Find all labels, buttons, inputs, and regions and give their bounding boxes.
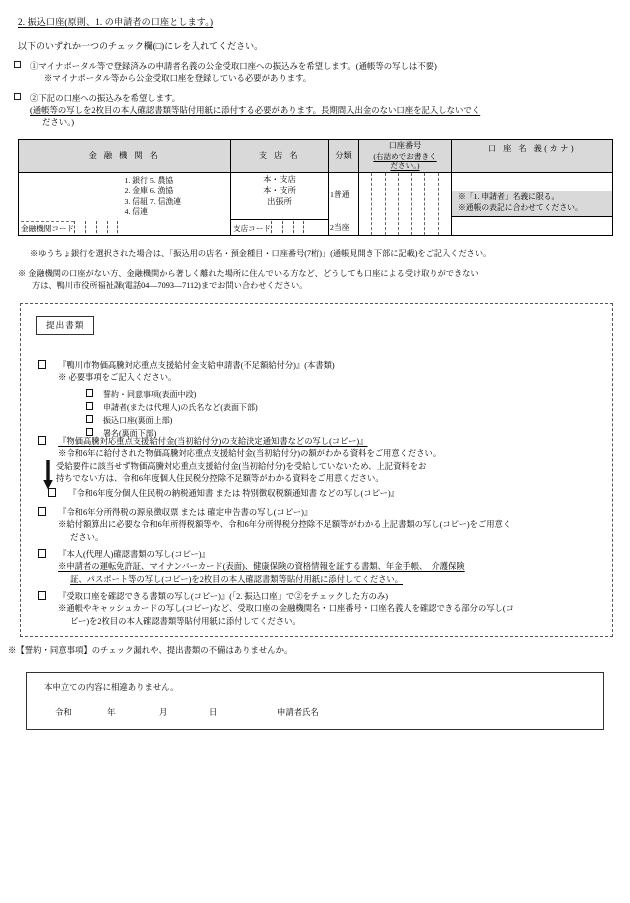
account-digit[interactable] <box>424 173 437 235</box>
submission-item-4-text <box>48 507 511 544</box>
declaration-date-row <box>55 707 319 719</box>
checkbox-submission-4[interactable] <box>38 507 46 516</box>
account-type-option-2[interactable]: 2当座 <box>330 222 350 232</box>
day-label: 日 <box>209 708 218 717</box>
cell-account-name[interactable] <box>452 173 613 236</box>
checkbox-option-1[interactable] <box>14 61 21 68</box>
option-row-1 <box>14 61 437 85</box>
declaration-box <box>26 672 604 730</box>
header-branch-name: 支 店 名 <box>231 140 329 173</box>
option-1-line1: ①マイナポータル等で登録済みの申請者名義の公金受取口座への振込みを希望します。(通帳等の写しは不要) <box>30 62 437 71</box>
institution-kind-3: 3. 信組 7. 信漁連 <box>124 196 182 206</box>
option-1-body <box>30 61 437 85</box>
final-check-note: ※【誓約・同意事項】のチェック漏れや、提出書類の不備はありませんか。 <box>8 646 293 655</box>
checkbox-submission-2[interactable] <box>38 436 46 445</box>
branch-code-label: 支店コード <box>233 224 271 233</box>
year-label: 年 <box>107 708 116 717</box>
cell-institution-name[interactable] <box>19 173 231 236</box>
submission-item-1 <box>38 360 598 385</box>
submission-item-6-text <box>48 591 514 628</box>
account-digit[interactable] <box>385 173 398 235</box>
checkbox-submission-1-child-2[interactable] <box>86 402 93 410</box>
submission-item-4-main: 『令和6年分所得税の源泉徴収票 または 確定申告書の写し(コピー)』 <box>58 508 313 517</box>
option-row-2 <box>14 93 480 130</box>
submission-item-5-sub: ※申請者の運転免許証、マイナンバーカード(表面)、健康保険の資格情報を証する書類、年金手帳、 介護保険 <box>58 562 465 572</box>
submission-documents-title: 提出書類 <box>36 316 94 335</box>
checkbox-submission-1[interactable] <box>38 360 46 369</box>
branch-code-field[interactable] <box>233 221 304 234</box>
submission-item-2-text <box>48 436 441 461</box>
submission-item-1-child-2-label: 申請者(または代理人)の氏名など(表面下部) <box>103 403 258 412</box>
account-digit[interactable] <box>411 173 424 235</box>
submission-item-6-sub2: ピー)を2枚目の本人確認書類等貼付用紙に添付してください。 <box>70 616 301 626</box>
era-label: 令和 <box>55 708 72 717</box>
branch-option-list <box>231 175 328 207</box>
checkbox-submission-5[interactable] <box>38 549 46 558</box>
checkbox-submission-3[interactable] <box>48 488 56 497</box>
account-digit[interactable] <box>438 173 451 235</box>
checkbox-submission-1-child-4[interactable] <box>86 428 93 436</box>
option-2-line2: (通帳等の写しを2枚目の本人確認書類等貼付用紙に添付する必要があります。長期間入出金のない口座を記入しないでく <box>30 106 481 116</box>
header-account-number-l2: (右詰めでお書きく <box>373 151 437 161</box>
account-digit[interactable] <box>398 173 411 235</box>
checkbox-submission-1-child-3[interactable] <box>86 415 93 423</box>
header-account-number-l1: 口座番号 <box>388 141 422 151</box>
header-account-number <box>359 140 452 173</box>
checkbox-submission-1-child-1[interactable] <box>86 389 93 397</box>
branch-code-boxes[interactable] <box>271 221 304 233</box>
table-note-contact <box>18 268 618 293</box>
submission-item-2-arrow-text <box>56 461 616 486</box>
submission-item-1-child-4-label: 署名(裏面下部) <box>103 429 157 438</box>
submission-item-1-child-3 <box>86 415 172 427</box>
declaration-statement: 本申立ての内容に相違ありません。 <box>44 683 179 692</box>
branch-option-1: 本・支店 <box>263 175 296 184</box>
submission-item-3-main: 『令和6年度分個人住民税の納税通知書 または 特別徴収税額通知書 などの写し(コピー)』 <box>68 489 399 498</box>
option-2-line1: ②下記の口座への振込みを希望します。 <box>30 94 181 103</box>
institution-kind-4: 4. 信連 <box>124 206 148 216</box>
submission-item-5 <box>38 549 610 586</box>
header-account-number-l3: ださい。) <box>390 161 420 171</box>
option-2-body <box>30 93 480 130</box>
submission-item-5-main: 『本人(代理人)確認書類の写し(コピー)』 <box>58 550 210 559</box>
submission-item-1-main: 『鴨川市物価高騰対応重点支援給付金支給申請書(不足額給付分)』(本書類) <box>58 361 335 370</box>
option-1-line2: ※マイナポータル等から公金受取口座を登録している必要があります。 <box>44 74 312 84</box>
branch-option-2: 本・支所 <box>263 185 296 195</box>
submission-item-3-text <box>58 488 399 500</box>
submission-item-1-child-1 <box>86 389 196 401</box>
institution-code-boxes[interactable] <box>74 221 118 233</box>
institution-kind-2: 2. 金庫 6. 漁協 <box>124 186 174 196</box>
bank-account-table <box>18 139 613 236</box>
submission-item-4-sub2: ださい。 <box>70 532 104 542</box>
bank-table-entry-row <box>19 173 613 236</box>
account-type-option-1[interactable]: 1普通 <box>330 190 350 199</box>
checkbox-option-2[interactable] <box>14 93 21 100</box>
submission-item-5-sub2: 証、パスポート等の写し(コピー)を2枚目の本人確認書類等貼付用紙に添付してください。 <box>70 574 404 584</box>
submission-item-2-arrow-l1: 受給要件に該当せず物価高騰対応重点支援給付金(当初給付分)を受給していないため、上記資料をお <box>56 462 427 471</box>
submission-item-2-arrow-l2: 持ちでない方は、令和6年度個人住民税分控除不足額等がわかる資料をご用意ください。 <box>56 474 384 484</box>
table-note-contact-l2: 方は、鴨川市役所福祉課(電話04—7093—7112)までお問い合わせください。 <box>32 281 308 291</box>
submission-item-4 <box>38 507 610 544</box>
table-note-contact-l1: ※ 金融機関の口座がない方、金融機関から著しく離れた場所に住んでいる方など、どうしても口座による受け取りができない <box>18 269 479 278</box>
institution-kind-list <box>125 176 182 217</box>
submission-item-6 <box>38 591 613 628</box>
branch-divider <box>231 219 328 220</box>
header-account-name: 口 座 名 義(カナ) <box>452 140 613 173</box>
institution-code-label: 金融機関コード <box>21 221 74 234</box>
section-instruction: 以下のいずれか一つのチェック欄(□)にレを入れてください。 <box>18 41 264 51</box>
submission-item-6-main: 『受取口座を確認できる書類の写し(コピー)』(「2. 振込口座」で②をチェックした方のみ) <box>58 592 388 601</box>
submission-item-5-text <box>48 549 465 586</box>
submission-item-1-text <box>48 360 335 385</box>
account-name-notes <box>452 191 612 216</box>
checkbox-submission-6[interactable] <box>38 591 46 600</box>
institution-kind-1: 1. 銀行 5. 農協 <box>124 176 174 185</box>
header-institution-name: 金 融 機 関 名 <box>19 140 231 173</box>
account-name-note-1: ※「1. 申請者」名義に限る。 <box>458 192 560 202</box>
submission-item-1-child-3-label: 振込口座(裏面上部) <box>103 416 173 425</box>
bank-table-header-row <box>19 140 613 173</box>
submission-item-3 <box>48 488 608 501</box>
account-number-digit-grid[interactable] <box>359 173 451 235</box>
submission-item-1-child-1-label: 誓約・同意事項(表面中段) <box>103 390 197 399</box>
section-heading: 2. 振込口座(原則、1. の申請者の口座とします。) <box>18 17 214 27</box>
applicant-name-label: 申請者氏名 <box>277 708 319 717</box>
submission-item-4-sub: ※給付額算出に必要な令和6年所得税額等や、令和6年分所得税分控除不足額等がわかる上記書類の写し(コピー)をご用意く <box>58 520 512 530</box>
submission-item-2-main: 『物価高騰対応重点支援給付金(当初給付分)の支給決定通知書などの写し(コピー)』 <box>58 437 368 446</box>
account-name-note-2: ※通帳の表記に合わせてください。 <box>458 203 583 212</box>
month-label: 月 <box>159 708 168 717</box>
down-arrow-icon <box>43 460 53 490</box>
cell-branch-name[interactable] <box>231 173 329 236</box>
submission-item-6-sub: ※通帳やキャッシュカードの写し(コピー)など、受取口座の金融機関名・口座番号・口座名義人を確認できる部分の写し(コ <box>58 604 514 614</box>
submission-item-2-sub: ※令和6年に給付された物価高騰対応重点支援給付金(当初給付分)の額がわかる資料をご用意ください。 <box>58 449 442 459</box>
submission-item-2 <box>38 436 603 461</box>
account-digit[interactable] <box>359 173 371 235</box>
cell-account-type[interactable] <box>329 173 359 236</box>
account-digit[interactable] <box>371 173 384 235</box>
header-account-type: 分類 <box>329 140 359 173</box>
institution-code-field[interactable] <box>21 221 118 234</box>
submission-item-1-sub: ※ 必要事項をご記入ください。 <box>58 373 177 383</box>
submission-item-1-child-2 <box>86 402 258 414</box>
table-note-yucho: ※ゆうちょ銀行を選択された場合は、「振込用の店名・預金種目・口座番号(7桁)」(通帳見開き下部に記載)をご記入ください。 <box>30 249 492 258</box>
option-2-line3: ださい。) <box>42 118 75 128</box>
branch-option-3: 出張所 <box>267 196 292 206</box>
cell-account-number[interactable] <box>359 173 452 236</box>
